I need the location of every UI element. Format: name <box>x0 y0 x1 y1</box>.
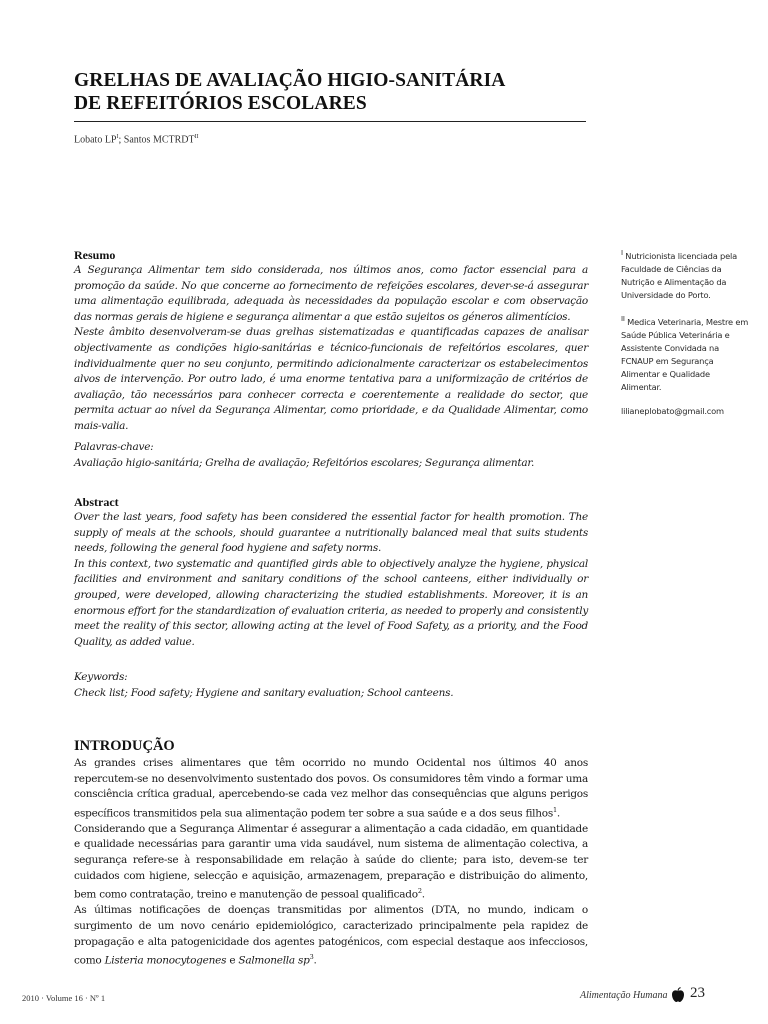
introducao-heading: INTRODUÇÃO <box>74 738 175 754</box>
citation-1: 1 <box>553 805 557 814</box>
title-line-1: GRELHAS DE AVALIAÇÃO HIGIO-SANITÁRIA <box>74 70 506 91</box>
citation-3: 3 <box>309 953 314 962</box>
article-title <box>74 69 594 115</box>
abstract-paragraph-2: In this context, two systematic and quantified girds able to objectively analyze the hygiene, physical facilities and environment and sanitary conditions of the school canteens, either individually or grouped, were developed, allowing characterizing the studied establishments. Moreover, it is an enormous effort for the standardization of evaluation criteria, as needed to properly and consistently meet the reality of this sector, allowing acting at the level of Food Safety, as a priority, and the Food Quality, as added value. <box>74 557 588 648</box>
introducao-section <box>74 738 588 969</box>
title-line-2: DE REFEITÓRIOS ESCOLARES <box>74 93 367 114</box>
resumo-heading: Resumo <box>74 248 116 262</box>
author-note-2-mark: II <box>621 315 625 323</box>
species-salmonella: Salmonella sp <box>238 954 310 967</box>
introducao-paragraph-1: As grandes crises alimentares que têm ocorrido no mundo Ocidental nos últimos 40 anos repercutem-se no desenvolvimento sustentado dos povos. Os consumidores têm vindo a formar uma consciência crítica gradual, apercebendo-se cada vez melhor das consequências que alguns perigos específicos transmitidos pela sua alimentação podem ter sobre a sua saúde e a dos seus filhos$^1$. <box>74 757 588 820</box>
resumo-paragraph-1: A Segurança Alimentar tem sido considerada, nos últimos anos, como factor essencial para a promoção da saúde. No que concerne ao fornecimento de refeições escolares, dever-se-á assegurar uma alimentação equilibrada, adequada às necessidades da população escolar e com observação das normas gerais de higiene e segurança alimentar a que estão sujeitos os géneros alimentícios. <box>74 264 588 323</box>
abstract-section <box>74 495 588 650</box>
footer-issue: 2010 · Volume 16 · Nº 1 <box>22 993 106 1003</box>
footer-journal-name: Alimentação Humana <box>580 990 668 1001</box>
author-note-2: $^{II}$ Medica Veterinaria, Mestre em Saúde Pública Veterinária e Assistente Convidada na FCNAUP em Segurança Alimentar e Qualidade Alimentar. <box>621 315 749 393</box>
abstract-keywords-list: Check list; Food safety; Hygiene and sanitary evaluation; School canteens. <box>74 686 454 699</box>
resumo-keywords <box>74 440 588 471</box>
author-1: Lobato LP <box>74 134 117 146</box>
contact-email[interactable]: lilianeplobato@gmail.com <box>621 406 724 416</box>
title-divider <box>74 121 586 122</box>
author-note-1-mark: I <box>621 249 623 257</box>
resumo-section <box>74 248 588 435</box>
apple-logo-icon <box>671 987 685 1003</box>
author-2: ; Santos MCTRDT <box>118 134 195 146</box>
author-2-mark: II <box>194 134 199 140</box>
citation-2: 2 <box>417 887 422 896</box>
authors <box>74 134 199 145</box>
page-number: 23 <box>690 985 705 1001</box>
species-listeria: Listeria monocytogenes <box>104 954 227 967</box>
author-1-mark: I <box>116 134 119 140</box>
author-note-1: $^I$ Nutricionista licenciada pela Faculdade de Ciências da Nutrição e Alimentação da Universidade do Porto. <box>621 249 737 301</box>
introducao-paragraph-2: Considerando que a Segurança Alimentar é assegurar a alimentação a cada cidadão, em quantidade e qualidade necessárias para garantir uma vida saudável, num sistema de alimentação colectiva, a segurança refere-se à responsabilidade em relação à saúde do cliente; para isto, devem-se ter cuidados com higiene, selecção e aquisição, armazenagem, preparação e distribuição do alimento, bem como contratação, treino e manutenção de pessoal qualificado$^2$. <box>74 822 588 901</box>
resumo-paragraph-2: Neste âmbito desenvolveram-se duas grelhas sistematizadas e quantificadas capazes de analisar objectivamente as condições higio-sanitárias e técnico-funcionais de refeitórios escolares, quer individualmente quer no seu conjunto, permitindo adicionalmente caracterizar os estabelecimentos alvos de intervenção. Por outro lado, é uma enorme tentativa para a uniformização de critérios de avaliação, tão necessários para conhecer correcta e coerentemente a realidade do sector, que permita actuar ao nível da Segurança Alimentar, como prioridade, e da Qualidade Alimentar, como mais-valia. <box>74 326 588 432</box>
abstract-keywords <box>74 670 588 701</box>
introducao-paragraph-3: As últimas notificações de doenças transmitidas por alimentos (DTA, no mundo, indicam o surgimento de um novo cenário epidemiológico, caracterizado principalmente pela rapidez de propagação e alta patogenicidade dos agentes patogénicos, com especial destaque aos infecciosos, como Listeria monocytogenes e Salmonella $sp^3$. <box>74 904 588 967</box>
resumo-keywords-list: Avaliação higio-sanitária; Grelha de avaliação; Refeitórios escolares; Segurança alimentar. <box>74 456 535 469</box>
abstract-keywords-label: Keywords: <box>74 671 128 683</box>
abstract-paragraph-1: Over the last years, food safety has been considered the essential factor for health promotion. The supply of meals at the schools, should guarantee a nutritionally balanced meal that suits students needs, following the general food hygiene and safety norms. <box>74 511 588 555</box>
resumo-keywords-label: Palavras-chave: <box>74 441 154 453</box>
abstract-heading: Abstract <box>74 495 119 509</box>
